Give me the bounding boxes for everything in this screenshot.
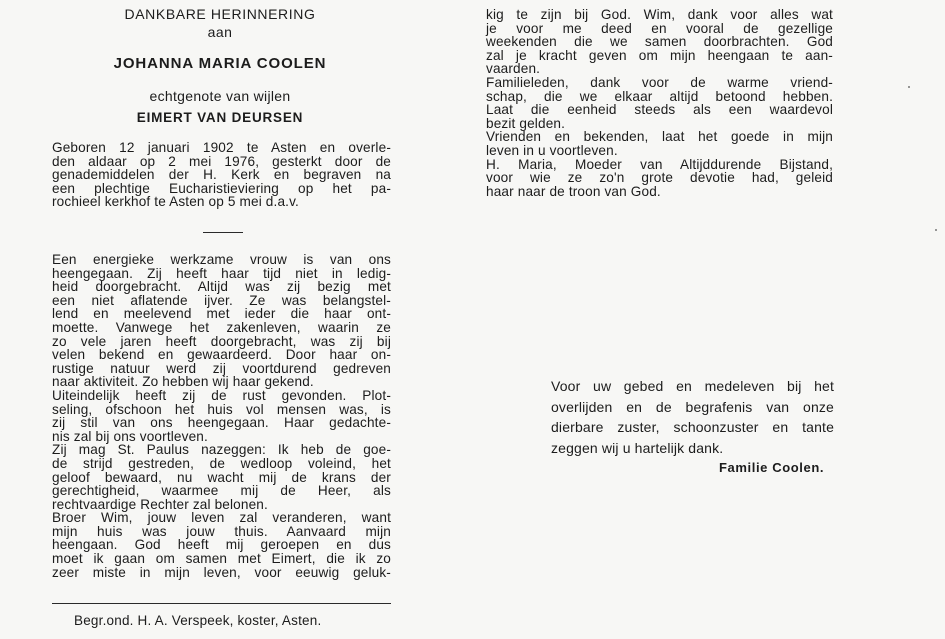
text-line: Vrienden en bekenden, laat het goede in mijn — [486, 129, 833, 145]
text-line: een niet aflatende ijver. Ze was belangstel- — [52, 292, 391, 308]
text-line: de strijd gestreden, de wedloop voleind, het — [52, 455, 391, 471]
spouse-intro: echtgenote van wijlen — [149, 88, 291, 104]
text-line: moette. Vanwege het zakenleven, waarin ze — [52, 319, 391, 335]
text-line: geloof bewaard, nu wacht mij de krans der — [52, 469, 391, 485]
birth-line: genademiddelen der H. Kerk en begraven na — [52, 167, 391, 183]
text-line: haar naar de troon van God. — [486, 183, 661, 199]
text-line: zal je kracht geven om mijn heengaan te aan- — [486, 47, 833, 63]
text-line: heid doorgebracht. Altijd was zij bezig met — [52, 279, 391, 295]
text-line: leven in u voortleven. — [486, 142, 618, 158]
separator-rule — [203, 232, 243, 233]
text-line: heengegaan. Zij heeft haar tijd niet in ledig- — [52, 265, 391, 281]
text-line: rechtvaardige Rechter zal belonen. — [52, 496, 268, 512]
heading: DANKBARE HERINNERING — [124, 6, 316, 22]
thank-you-note — [551, 376, 834, 458]
text-line: nis zal bij ons voortleven. — [52, 428, 208, 444]
birth-line: den aldaar op 2 mei 1976, gesterkt door de — [52, 153, 391, 169]
text-line: naar aktiviteit. Zo hebben wij haar gekend. — [52, 374, 314, 390]
text-line: mijn huis was jouw thuis. Aanvaard mijn — [52, 523, 391, 539]
text-line: zo vele jaren heeft doorgebracht, was zij bij — [52, 333, 391, 349]
thanks-line: dierbare zuster, schoonzuster en tante — [551, 419, 834, 436]
birth-line: rochieel kerkhof te Asten op 5 mei d.a.v. — [52, 194, 299, 210]
text-line: H. Maria, Moeder van Altijddurende Bijstand, — [486, 156, 833, 172]
funeral-director-footer: Begr.ond. H. A. Verspeek, koster, Asten. — [74, 613, 322, 628]
deceased-name: JOHANNA MARIA COOLEN — [113, 55, 327, 72]
text-line: zeer miste in mijn leven, voor eeuwig geluk- — [52, 564, 391, 580]
scan-speck — [935, 229, 937, 231]
text-line: Uiteindelijk heeft zij de rust gevonden. Plot- — [52, 387, 391, 403]
text-line: voor wie ze zo'n grote devotie had, geleid — [486, 170, 833, 186]
heading-aan: aan — [207, 24, 233, 40]
text-line: moet ik gaan om samen met Eimert, die ik zo — [52, 551, 391, 567]
footer-rule — [52, 603, 391, 604]
text-line: Familieleden, dank voor de warme vriend- — [486, 74, 833, 90]
text-line: kig te zijn bij God. Wim, dank voor alles wat — [486, 7, 833, 22]
text-line: Zij mag St. Paulus nazeggen: Ik heb de goe- — [52, 442, 391, 458]
birth-line: Geboren 12 januari 1902 te Asten en overle- — [52, 140, 391, 155]
birth-line: een plechtige Eucharistieviering op het pa- — [52, 180, 391, 196]
tribute-text — [52, 253, 391, 579]
text-line: Laat die eenheid steeds als een waardevol — [486, 102, 833, 118]
text-line: je voor me deed en vooral de gezellige — [486, 20, 833, 36]
text-line: weekenden die we samen doorbrachten. God — [486, 34, 833, 50]
text-line: zij stil van ons heengegaan. Haar gedachte- — [52, 415, 391, 431]
thanks-line: overlijden en de begrafenis van onze — [551, 398, 834, 415]
thanks-line: zeggen wij u hartelijk dank. — [551, 439, 724, 456]
text-line: vaarden. — [486, 61, 541, 77]
text-line: seling, ofschoon het huis vol mensen was, is — [52, 401, 391, 417]
text-line: velen bekend en gewaardeerd. Door haar on- — [52, 347, 391, 363]
text-line: bezit gelden. — [486, 115, 566, 131]
family-signature: Familie Coolen. — [719, 460, 825, 475]
tribute-text-continued — [486, 8, 833, 198]
text-line: Broer Wim, jouw leven zal veranderen, want — [52, 510, 391, 526]
text-line: gerechtigheid, waarmee mij de Heer, als — [52, 483, 391, 499]
text-line: Een energieke werkzame vrouw is van ons — [52, 252, 391, 267]
text-line: rustige natuur werd zij voortdurend gedreven — [52, 360, 391, 376]
text-line: schap, die we elkaar altijd betoond hebben. — [486, 88, 833, 104]
spouse-name: EIMERT VAN DEURSEN — [136, 110, 304, 125]
birth-death-paragraph — [52, 141, 391, 209]
text-line: lend en meelevend met ieder die haar ont- — [52, 306, 391, 322]
text-line: heengaan. God heeft mij geroepen en dus — [52, 537, 391, 553]
thanks-line: Voor uw gebed en medeleven bij het — [551, 378, 834, 394]
scan-speck — [908, 86, 910, 88]
